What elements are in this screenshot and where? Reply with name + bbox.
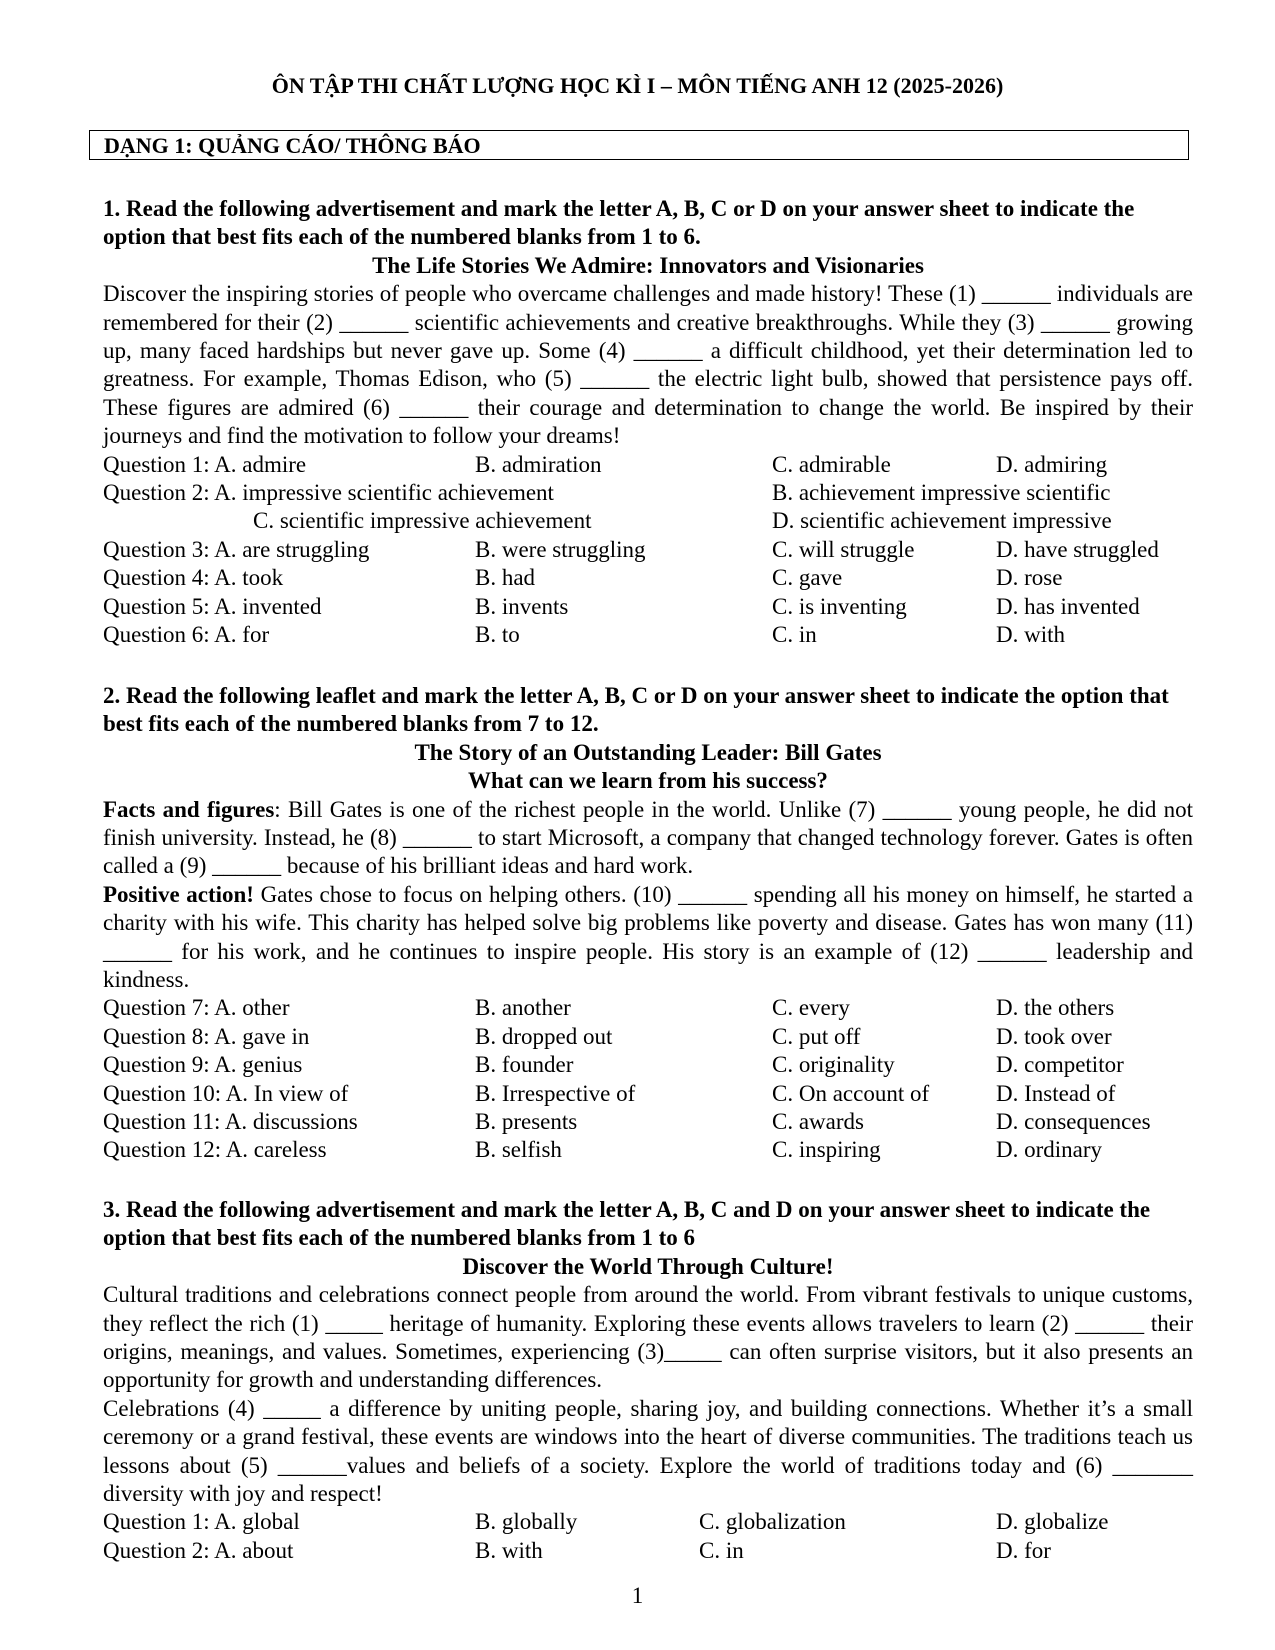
question-label: Question 2: A. impressive scientific achievement (103, 480, 554, 506)
option-c: C. is inventing (772, 593, 907, 619)
option-d: D. globalize (996, 1509, 1109, 1535)
paragraph-text: Gates chose to focus on helping others. (10) ______ spending all his money on himself, he started a charity with his wife. This charity has helped solve big problems like poverty and disease. Gates has won many (11) ______ for his work, and he continues to inspire people. His story is an example of (12) ______ leadership and kindness. (103, 881, 1193, 993)
paragraph-text: : Bill Gates is one of the richest people in the world. Unlike (7) ______ young people, he did not finish university. Instead, he (8) ______ to start Microsoft, a company that changed technology forever. Gates is often called a (9) ______ because of his brilliant ideas and hard work. (103, 796, 1193, 879)
question-row (103, 593, 1193, 621)
question-label: Question 2: A. about (103, 1537, 294, 1563)
part-3-passage-title: Discover the World Through Culture! (462, 1253, 834, 1279)
option-b: B. admiration (475, 451, 602, 477)
option-b: B. Irrespective of (475, 1080, 636, 1106)
part-3-paragraph-1: Cultural traditions and celebrations connect people from around the world. From vibrant festivals to unique customs, they reflect the rich (1) _____ heritage of humanity. Exploring these events allows travelers to learn (2) ______ their origins, meanings, and values. Sometimes, experiencing (3)_____ can often surprise visitors, but it also presents an opportunity for growth and understanding differences. (103, 1282, 1193, 1393)
question-label: Question 10: A. In view of (103, 1080, 349, 1106)
option-c: C. inspiring (772, 1137, 881, 1163)
part-2 (103, 682, 1193, 1165)
part-2-passage-subtitle: What can we learn from his success? (468, 768, 828, 794)
option-c: C. awards (772, 1109, 864, 1135)
option-b: B. invents (475, 593, 569, 619)
question-row (103, 1051, 1193, 1079)
question-label: Question 11: A. discussions (103, 1109, 358, 1135)
option-d: D. has invented (996, 593, 1140, 619)
question-row (103, 451, 1193, 479)
option-b: B. were struggling (475, 536, 646, 562)
question-row (103, 1023, 1193, 1051)
question-row (103, 1108, 1193, 1136)
option-c: C. in (772, 622, 817, 647)
option-d: D. with (996, 622, 1065, 647)
option-c: C. put off (772, 1023, 861, 1049)
option-d: D. took over (996, 1023, 1112, 1049)
option-d: D. admiring (996, 451, 1108, 477)
option-d: D. for (996, 1537, 1051, 1563)
option-c: C. scientific impressive achievement (253, 508, 592, 534)
option-c: C. originality (772, 1052, 895, 1078)
option-d: D. scientific achievement impressive (772, 508, 1112, 534)
question-row (103, 507, 1193, 535)
option-d: D. ordinary (996, 1137, 1103, 1163)
question-row (103, 621, 1193, 649)
option-b: B. to (475, 622, 520, 647)
option-d: D. the others (996, 995, 1115, 1021)
option-d: D. Instead of (996, 1080, 1116, 1106)
part-1 (103, 195, 1193, 649)
part-1-passage: Discover the inspiring stories of people who overcame challenges and made history! These (1) ______ individuals are remembered for their (2) ______ scientific achievements and creative breakthroughs. While they (3) ______ growing up, many faced hardships but never gave up. Some (4) ______ a difficult childhood, yet their determination led to greatness. For example, Thomas Edison, who (5) ______ the electric light bulb, showed that persistence pays off. These figures are admired (6) ______ their courage and determination to change the world. Be inspired by their journeys and find the motivation to follow your dreams! (103, 281, 1193, 449)
option-d: D. rose (996, 565, 1063, 591)
part-1-passage-title: The Life Stories We Admire: Innovators and Visionaries (372, 252, 924, 278)
option-b: B. achievement impressive scientific (772, 480, 1111, 506)
paragraph-lead: Facts and figures (103, 796, 275, 822)
option-b: B. another (475, 995, 571, 1021)
part-2-paragraph-1 (103, 796, 1193, 881)
question-row (103, 564, 1193, 592)
question-label: Question 3: A. are struggling (103, 536, 370, 562)
page-number: 1 (631, 1583, 644, 1608)
section-header: DẠNG 1: QUẢNG CÁO/ THÔNG BÁO (89, 130, 1189, 160)
question-row (103, 994, 1193, 1022)
question-label: Question 8: A. gave in (103, 1023, 310, 1049)
question-label: Question 7: A. other (103, 995, 290, 1021)
option-b: B. founder (475, 1052, 574, 1078)
question-row (103, 1537, 1193, 1565)
question-row (103, 536, 1193, 564)
option-c: C. admirable (772, 451, 891, 477)
option-c: C. globalization (699, 1509, 846, 1535)
question-label: Question 9: A. genius (103, 1052, 303, 1078)
question-row (103, 479, 1193, 507)
part-2-passage-title: The Story of an Outstanding Leader: Bill Gates (414, 739, 882, 765)
question-row (103, 1080, 1193, 1108)
question-row (103, 1508, 1193, 1536)
question-label: Question 1: A. admire (103, 451, 307, 477)
question-label: Question 4: A. took (103, 565, 284, 591)
option-c: C. gave (772, 565, 843, 591)
option-c: C. will struggle (772, 536, 915, 562)
option-c: C. On account of (772, 1080, 930, 1106)
option-b: B. had (475, 565, 536, 591)
part-2-paragraph-2 (103, 881, 1193, 995)
paragraph-lead: Positive action! (103, 881, 254, 907)
option-b: B. selfish (475, 1137, 562, 1163)
option-b: B. with (475, 1537, 543, 1563)
option-d: D. have struggled (996, 536, 1159, 562)
option-d: D. consequences (996, 1109, 1151, 1135)
option-b: B. presents (475, 1109, 578, 1135)
question-label: Question 6: A. for (103, 622, 270, 647)
option-d: D. competitor (996, 1052, 1124, 1078)
question-label: Question 12: A. careless (103, 1137, 327, 1163)
part-3-paragraph-2: Celebrations (4) _____ a difference by uniting people, sharing joy, and building connections. Whether it’s a small ceremony or a grand festival, these events are windows into the heart of diverse communities. The traditions teach us lessons about (5) ______values and beliefs of a society. Explore the world of traditions today and (6) _______ diversity with joy and respect! (103, 1395, 1193, 1507)
question-label: Question 5: A. invented (103, 593, 322, 619)
question-label: Question 1: A. global (103, 1509, 300, 1535)
part-3-instruction: 3. Read the following advertisement and mark the letter A, B, C and D on your answer sheet to indicate the option that best fits each of the numbered blanks from 1 to 6 (103, 1197, 1151, 1251)
question-row (103, 1136, 1193, 1164)
option-b: B. globally (475, 1509, 578, 1535)
option-c: C. in (699, 1537, 744, 1563)
page-title: ÔN TẬP THI CHẤT LƯỢNG HỌC KÌ I – MÔN TIẾNG ANH 12 (2025-2026) (271, 73, 1004, 98)
part-2-instruction: 2. Read the following leaflet and mark the letter A, B, C or D on your answer sheet to indicate the option that best fits each of the numbered blanks from 7 to 12. (103, 683, 1169, 737)
option-c: C. every (772, 995, 850, 1021)
part-1-instruction: 1. Read the following advertisement and mark the letter A, B, C or D on your answer sheet to indicate the option that best fits each of the numbered blanks from 1 to 6. (103, 196, 1135, 250)
part-3 (103, 1196, 1193, 1565)
option-b: B. dropped out (475, 1023, 613, 1049)
